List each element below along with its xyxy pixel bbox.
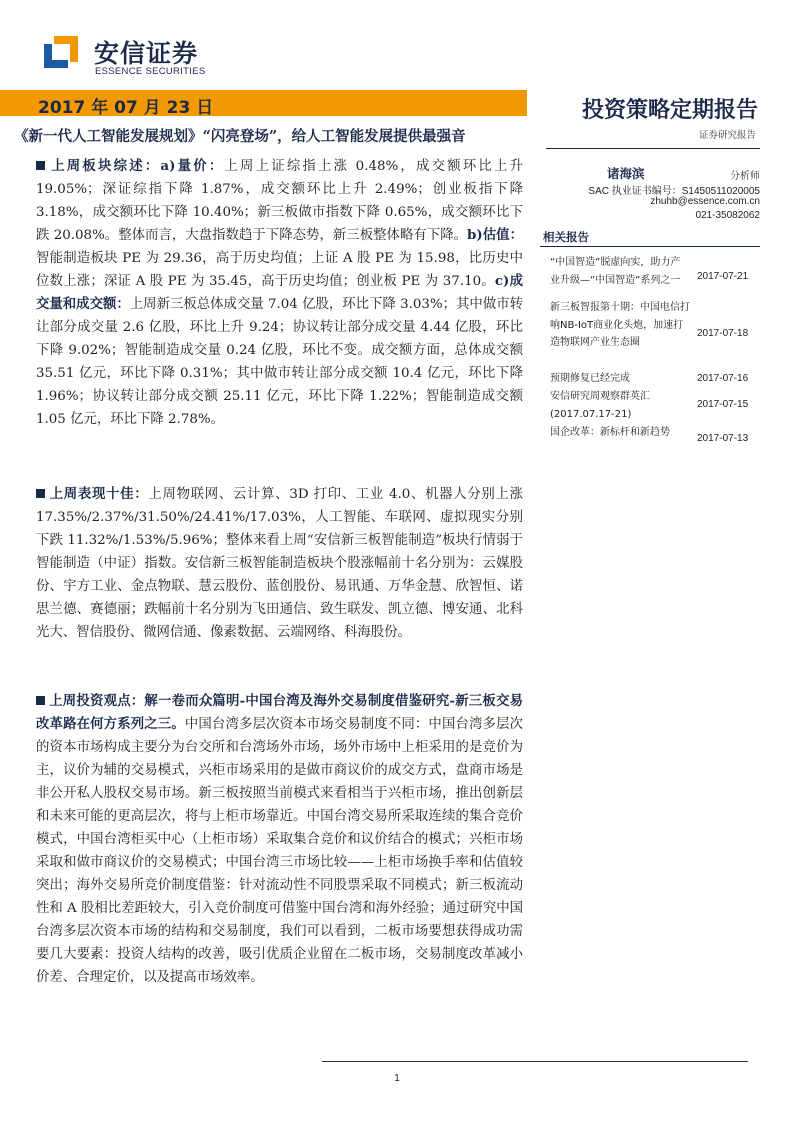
company-name-cn: 安信证券 — [94, 39, 199, 68]
related-report-date: 2017-07-18 — [697, 328, 749, 339]
related-report-title[interactable]: 新三板智报第十期：中国电信打响NB-IoT商业化头炮，加速打造物联网产业生态圈 — [550, 302, 690, 348]
section-lead: 上周板块综述：a)量价： — [49, 158, 225, 174]
related-report-date: 2017-07-13 — [697, 433, 749, 444]
related-report-title[interactable]: 预期修复已经完成 — [550, 373, 630, 384]
divider — [546, 148, 760, 149]
section-lead: 上周投资观点：解一卷而众篇明-中国台湾及海外交易制度借鉴研究-新三板交易改革路在何方系列之三。 — [36, 693, 523, 732]
analyst-phone: 021-35082062 — [695, 210, 760, 221]
analyst-role: 分析师 — [730, 171, 760, 182]
related-report-date: 2017-07-21 — [697, 271, 749, 282]
report-headline: 《新一代人工智能发展规划》“闪亮登场”，给人工智能发展提供最强音 — [14, 128, 466, 145]
related-report-title[interactable]: “中国智造”脱虚向实，助力产业升级—“中国智造”系列之一 — [550, 257, 681, 286]
section-text: 上周新三板总体成交量 7.04 亿股，环比下降 3.03%；其中做市转让部分成交量 2.6 亿股，环比上升 9.24；协议转让部分成交量 4.44 亿股，环比下降 9.02%；智能制造成交量 0.24 亿股，环比不变。成交额方面，总体成交额 35.51 亿元，环比下降 0.31%；其中做市转让部分成交额 10.4 亿元，环比下降 1.96%；协议转让部分成交额 25.11 亿元，环比下降 1.22%；智能制造成交额 1.05 亿元，环比下降 2.78%。 — [36, 297, 524, 427]
related-reports-title: 相关报告 — [543, 230, 589, 244]
section-text: 上周上证综指上涨 0.48%，成交额环比上升 19.05%；深证综指下降 1.87%，成交额环比上升 2.49%；创业板指下降 3.18%，成交额环比下降 10.40%；新三板做市指数下降 0.65%，成交额环比下跌 20.08%。整体而言，大盘指数趋于下降态势，新三板整体略有下降。 — [36, 159, 524, 243]
section-text: 中国台湾多层次资本市场交易制度不同：中国台湾多层次的资本市场构成主要分为台交所和台湾场外市场，场外市场中上柜采用的是竞价为主，议价为辅的交易模式，兴柜市场采用的是做市商议价的成交方式，盘商市场是非公开私人股权交易市场。新三板按照当前模式来看相当于兴柜市场，推出创新层和未来可能的更高层次，将与上柜市场靠近。中国台湾交易所采取连续的集合竞价模式，中国台湾柜买中心（上柜市场）采取集合竞价和议价结合的模式；兴柜市场采取和做市商议价的交易模式；中国台湾三市场比较——上柜市场换手率和估值较突出；海外交易所竞价制度借鉴：针对流动性不同股票采取不同模式；新三板流动性和 A 股相比差距较大，引入竞价制度可借鉴中国台湾和海外经验；通过研究中国台湾多层次资本市场的结构和交易制度，我们可以看到，二板市场要想获得成功需要几大要素：投资人结构的改善，吸引优质企业留在二板市场，交易制度改革减小价差、合理定价，以及提高市场效率。 — [36, 717, 524, 985]
bullet-square-icon — [36, 489, 45, 498]
section-text: 上周物联网、云计算、3D 打印、工业 4.0、机器人分别上涨 17.35%/2.37%/31.50%/24.41%/17.03%，人工智能、车联网、虚拟现实分别下跌 11.32%/1.53%/5.96%；整体来看上周“安信新三板智能制造”板块行情弱于智能制造（中证）指数。安信新三板智能制造板块个股涨幅前十名分别为：云媒股份、宇方工业、金点物联、慧云股份、蓝创股份、易讯通、万华金慧、欣智恒、诺思兰德、赛德丽；跌幅前十名分别为飞田通信、致生联发、凯立德、博安通、北科光大、智信股份、微网信通、像素数据、云端网络、科海股份。 — [36, 487, 524, 640]
page-number: 1 — [394, 1073, 400, 1084]
section-lead: b)估值： — [467, 227, 523, 243]
report-type: 投资策略定期报告 — [581, 98, 758, 123]
analyst-email[interactable]: zhuhb@essence.com.cn — [650, 196, 760, 207]
bullet-square-icon — [36, 696, 45, 705]
report-date: 2017 年 07 月 23 日 — [38, 98, 214, 118]
analyst-name: 诸海滨 — [607, 166, 645, 181]
related-report-date: 2017-07-16 — [697, 373, 749, 384]
section-lead: c)成交量和成交额： — [36, 273, 523, 312]
related-report-title[interactable]: 国企改革：新标杆和新趋势 — [550, 427, 670, 438]
section-investment-view — [36, 690, 523, 989]
essence-logo-icon — [42, 32, 80, 72]
section-weekly-overview — [36, 155, 523, 431]
related-report-date: 2017-07-15 — [697, 399, 749, 410]
bullet-square-icon — [36, 161, 45, 170]
section-top-performers — [36, 483, 523, 644]
section-lead: 上周表现十佳： — [49, 486, 149, 502]
divider — [540, 246, 760, 247]
related-report-title[interactable]: 安信研究周观察群英汇(2017.07.17-21) — [550, 391, 650, 420]
analyst-license: SAC 执业证书编号：S1450511020005 — [588, 186, 760, 197]
footer-divider — [322, 1061, 748, 1062]
report-subtype: 证券研究报告 — [698, 130, 756, 141]
section-text: 智能制造板块 PE 为 29.36，高于历史均值；上证 A 股 PE 为 15.98，比历史中位数上涨；深证 A 股 PE 为 35.45，高于历史均值；创业板 PE 为 37.10。 — [36, 251, 523, 289]
company-name-en: ESSENCE SECURITIES — [95, 66, 206, 77]
